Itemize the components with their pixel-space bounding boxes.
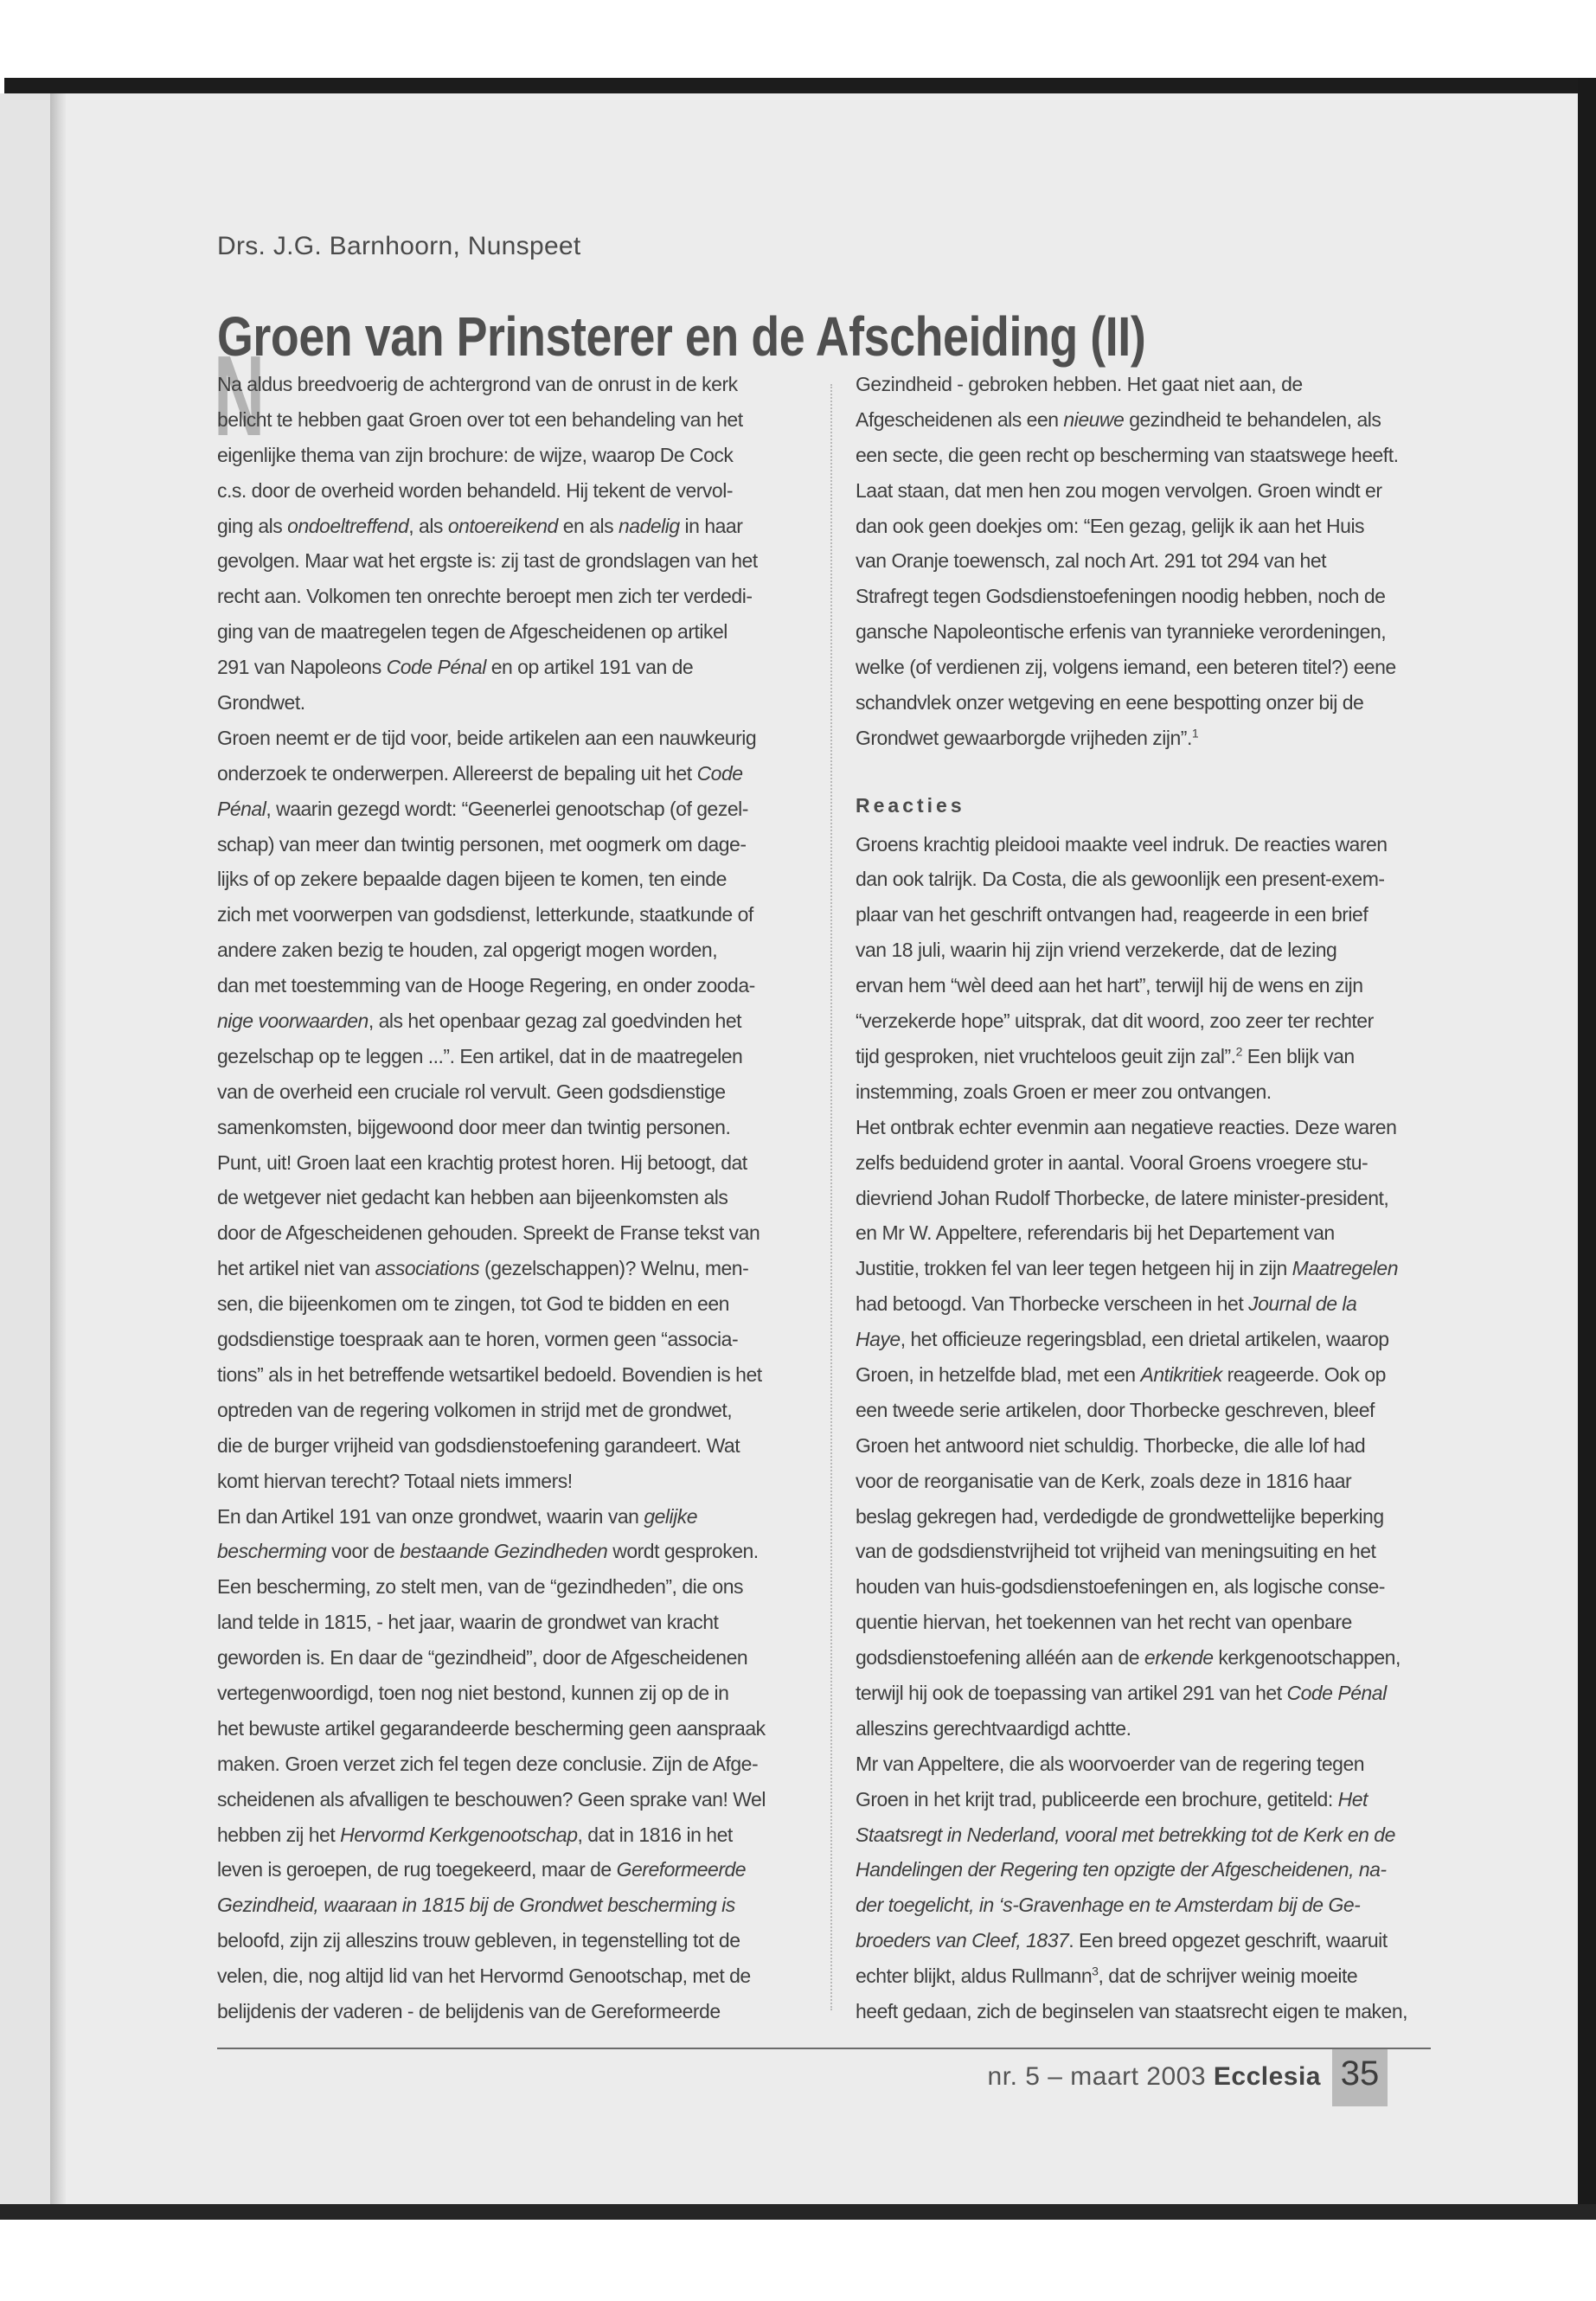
- text-run: Na aldus breedvoerig de achtergrond van de onrust in de kerk: [217, 373, 738, 395]
- text-line: [856, 1923, 1444, 1958]
- text-line: [217, 1322, 805, 1357]
- spine-shadow: [50, 93, 66, 2204]
- text-run: Grondwet.: [217, 691, 305, 715]
- text-run: sen, die bijeenkomen om te zingen, tot God te bidden en een: [217, 1292, 729, 1316]
- text-line: [856, 1393, 1444, 1428]
- text-line: [856, 685, 1444, 721]
- text-run: En dan Artikel 191 van onze grondwet, waarin van: [217, 1504, 644, 1528]
- italic-text: Gereformeerde: [616, 1858, 747, 1881]
- text-line: [217, 1464, 805, 1499]
- text-run: tijd gesproken, niet vruchteloos geuit zijn zal”.: [856, 1044, 1236, 1067]
- drop-cap: N: [214, 332, 266, 459]
- footer-issue-info: [988, 2062, 1321, 2092]
- text-run: recht aan. Volkomen ten onrechte beroept men zich ter verdedi-: [217, 585, 753, 608]
- text-line: [856, 1747, 1444, 1782]
- text-run: in haar: [679, 514, 743, 537]
- text-run: en Mr W. Appeltere, referendaris bij het Departement van: [856, 1221, 1335, 1245]
- text-line: [217, 1286, 805, 1322]
- text-line: [856, 827, 1444, 862]
- text-line: [217, 1251, 805, 1286]
- text-run: reageerde. Ook op: [1221, 1362, 1386, 1386]
- text-run: van de godsdienstvrijheid tot vrijheid van meningsuiting en het: [856, 1540, 1376, 1563]
- italic-text: Gezindheid, waaraan in 1815 bij de Grondwet bescherming is: [217, 1894, 735, 1917]
- italic-text: nige voorwaarden: [217, 1009, 369, 1033]
- text-line: [856, 1215, 1444, 1251]
- text-run: samenkomsten, bijgewoond door meer dan twintig personen.: [217, 1115, 731, 1138]
- italic-text: Staatsregt in Nederland, vooral met betrekking tot de Kerk en de: [856, 1823, 1395, 1846]
- text-line: [217, 933, 805, 968]
- text-run: scheidenen als afvalligen te beschouwen? Geen sprake van! Wel: [217, 1787, 766, 1811]
- text-line: [217, 438, 805, 473]
- text-line: [856, 1145, 1444, 1181]
- text-line: [856, 1569, 1444, 1605]
- text-run: tions” als in het betreffende wetsartikel bedoeld. Bovendien is het: [217, 1362, 762, 1386]
- italic-text: bestaande Gezindheden: [400, 1540, 608, 1563]
- text-column-right: [856, 367, 1444, 2029]
- text-line: [856, 1711, 1444, 1747]
- text-run: quentie hiervan, het toekennen van het recht van openbare: [856, 1611, 1352, 1634]
- text-line: [217, 1640, 805, 1676]
- text-run: Groen neemt er de tijd voor, beide artikelen aan een nauwkeurig: [217, 726, 757, 749]
- magazine-name: Ecclesia: [1213, 2062, 1321, 2091]
- italic-text: bescherming: [217, 1540, 327, 1563]
- text-line: [856, 509, 1444, 544]
- text-line: [856, 1251, 1444, 1286]
- text-line: [217, 1215, 805, 1251]
- text-line: [856, 1322, 1444, 1357]
- text-line: [217, 1888, 805, 1923]
- text-line: [217, 1711, 805, 1747]
- text-run: het bewuste artikel gegarandeerde bescherming geen aanspraak: [217, 1716, 766, 1740]
- italic-text: ondoeltreffend: [287, 514, 409, 537]
- page-number: 35: [1340, 2054, 1380, 2093]
- footnote-marker: 2: [1235, 1044, 1242, 1059]
- text-line: [856, 1110, 1444, 1145]
- italic-text: erkende: [1144, 1646, 1214, 1670]
- text-run: optreden van de regering volkomen in strijd met de grondwet,: [217, 1398, 733, 1421]
- text-line: [217, 1428, 805, 1464]
- text-line: [217, 685, 805, 721]
- text-line: [856, 933, 1444, 968]
- text-run: , dat in 1816 in het: [577, 1823, 733, 1846]
- text-run: die de burger vrijheid van godsdienstoefening garandeert. Wat: [217, 1433, 740, 1457]
- scan-border-top: [4, 78, 1596, 93]
- text-line: [856, 1782, 1444, 1817]
- text-run: belicht te hebben gaat Groen over tot een behandeling van het: [217, 407, 743, 431]
- text-line: [217, 1110, 805, 1145]
- italic-text: Code Pénal: [386, 656, 486, 679]
- text-run: van de overheid een cruciale rol vervult. Geen godsdienstige: [217, 1080, 726, 1103]
- text-line: [217, 1003, 805, 1039]
- text-line: [217, 827, 805, 862]
- text-run: hebben zij het: [217, 1823, 341, 1846]
- text-run: Justitie, trokken fel van leer tegen hetgeen hij in zijn: [856, 1257, 1292, 1280]
- text-run: van 18 juli, waarin hij zijn vriend verzekerde, dat de lezing: [856, 939, 1337, 962]
- italic-text: Het: [1337, 1787, 1368, 1811]
- column-divider: [830, 384, 832, 2010]
- text-run: Een blijk van: [1241, 1044, 1355, 1067]
- text-line: [217, 721, 805, 756]
- text-line: [217, 1958, 805, 1994]
- text-line: [856, 1181, 1444, 1216]
- text-line: [217, 1074, 805, 1110]
- text-run: Punt, uit! Groen laat een krachtig protest horen. Hij betoogt, dat: [217, 1150, 747, 1174]
- text-line: [217, 473, 805, 509]
- text-line: [856, 1640, 1444, 1676]
- text-run: houden van huis-godsdienstoefeningen en, als logische conse-: [856, 1575, 1385, 1599]
- text-line: [856, 579, 1444, 614]
- scan-border-bottom: [0, 2204, 1596, 2220]
- footnote-marker: 3: [1092, 1964, 1099, 1978]
- text-run: heeft gedaan, zich de beginselen van staatsrecht eigen te maken,: [856, 1999, 1408, 2022]
- text-line: [217, 1393, 805, 1428]
- text-line: [217, 756, 805, 792]
- italic-text: Hervormd Kerkgenootschap: [340, 1823, 578, 1846]
- italic-text: gelijke: [644, 1504, 698, 1528]
- text-run: een tweede serie artikelen, door Thorbecke geschreven, bleef: [856, 1398, 1375, 1421]
- italic-text: Journal de la: [1248, 1292, 1357, 1316]
- text-run: andere zaken bezig te houden, zal opgerigt mogen worden,: [217, 939, 718, 962]
- text-run: godsdienstige toespraak aan te horen, vormen geen “associa-: [217, 1328, 739, 1351]
- text-line: [856, 1676, 1444, 1711]
- text-run: beloofd, zijn zij alleszins trouw gebleven, in tegenstelling tot de: [217, 1929, 740, 1952]
- text-line: [217, 1747, 805, 1782]
- text-line: [856, 473, 1444, 509]
- text-line: [856, 897, 1444, 933]
- article-title: Groen van Prinsterer en de Afscheiding (II): [217, 305, 1146, 368]
- text-line: [217, 1605, 805, 1640]
- text-run: Groen het antwoord niet schuldig. Thorbecke, die alle lof had: [856, 1433, 1366, 1457]
- text-run: de wetgever niet gedacht kan hebben aan bijeenkomsten als: [217, 1186, 728, 1209]
- text-line: [856, 1888, 1444, 1923]
- text-run: , als: [408, 514, 448, 537]
- text-run: Groen, in hetzelfde blad, met een: [856, 1362, 1141, 1386]
- text-run: Het ontbrak echter evenmin aan negatieve reacties. Deze waren: [856, 1115, 1397, 1138]
- text-line: [856, 1464, 1444, 1499]
- text-run: dievriend Johan Rudolf Thorbecke, de latere minister-president,: [856, 1186, 1389, 1209]
- text-line: [856, 1039, 1444, 1074]
- text-line: [217, 1499, 805, 1535]
- text-line: [856, 1286, 1444, 1322]
- text-line: [217, 543, 805, 579]
- text-run: gezindheid te behandelen, als: [1124, 407, 1381, 431]
- book-spine: [0, 93, 50, 2204]
- text-run: instemming, zoals Groen er meer zou ontvangen.: [856, 1080, 1272, 1103]
- text-line: [217, 367, 805, 402]
- text-run: Groens krachtig pleidooi maakte veel indruk. De reacties waren: [856, 832, 1388, 856]
- text-run: c.s. door de overheid worden behandeld. Hij tekent de vervol-: [217, 478, 733, 502]
- footnote-marker: 1: [1191, 726, 1199, 740]
- text-line: [856, 1499, 1444, 1535]
- text-run: maken. Groen verzet zich fel tegen deze conclusie. Zijn de Afge-: [217, 1752, 759, 1775]
- text-run: onderzoek te onderwerpen. Allereerst de bepaling uit het: [217, 761, 697, 785]
- text-run: gevolgen. Maar wat het ergste is: zij tast de grondslagen van het: [217, 549, 758, 573]
- text-run: , het officieuze regeringsblad, een drietal artikelen, waarop: [900, 1328, 1389, 1351]
- text-run: , dat de schrijver weinig moeite: [1098, 1965, 1358, 1988]
- text-run: wordt gesproken.: [607, 1540, 759, 1563]
- text-line: [217, 1534, 805, 1569]
- text-run: , waarin gezegd wordt: “Geenerlei genootschap (of gezel-: [266, 797, 748, 820]
- italic-text: nadelig: [618, 514, 680, 537]
- text-line: [856, 862, 1444, 897]
- text-run: Grondwet gewaarborgde vrijheden zijn”.: [856, 726, 1192, 749]
- text-run: en op artikel 191 van de: [485, 656, 694, 679]
- text-line: [217, 1782, 805, 1817]
- text-line: [856, 543, 1444, 579]
- text-run: komt hiervan terecht? Totaal niets immers!: [217, 1469, 573, 1492]
- text-line: [217, 1180, 805, 1215]
- text-run: dan ook talrijk. Da Costa, die als gewoonlijk een present-exem-: [856, 868, 1385, 891]
- section-spacer: [856, 756, 1444, 785]
- text-line: [217, 1817, 805, 1853]
- issue-date: nr. 5 – maart 2003: [987, 2062, 1207, 2091]
- text-line: [856, 1605, 1444, 1640]
- italic-text: Pénal: [217, 797, 266, 820]
- text-run: . Een breed opgezet geschrift, waaruit: [1068, 1929, 1388, 1952]
- text-run: welke (of verdienen zij, volgens iemand, een beteren titel?) eene: [856, 656, 1396, 679]
- text-run: lijks of op zekere bepaalde dagen bijeen te komen, ten einde: [217, 868, 727, 891]
- italic-text: broeders van Cleef, 1837: [856, 1929, 1069, 1952]
- text-line: [856, 1074, 1444, 1110]
- text-run: ging van de maatregelen tegen de Afgescheidenen op artikel: [217, 620, 727, 644]
- text-run: beslag gekregen had, verdedigde de grondwettelijke beperking: [856, 1504, 1384, 1528]
- scan-border-right: [1578, 78, 1596, 2220]
- text-line: [856, 367, 1444, 402]
- text-run: schap) van meer dan twintig personen, met oogmerk om dage-: [217, 832, 747, 856]
- text-line: [217, 1569, 805, 1605]
- text-run: zelfs beduidend groter in aantal. Vooral Groens vroegere stu-: [856, 1150, 1368, 1174]
- text-line: [217, 579, 805, 614]
- text-run: echter blijkt, aldus Rullmann: [856, 1965, 1093, 1988]
- text-run: vertegenwoordigd, toen nog niet bestond, kunnen zij op de in: [217, 1681, 729, 1704]
- text-line: [856, 1994, 1444, 2029]
- text-run: schandvlek onzer wetgeving en eene bespotting onzer bij de: [856, 691, 1364, 715]
- text-column-left: [217, 367, 805, 2029]
- text-run: belijdenis der vaderen - de belijdenis van de Gereformeerde: [217, 1999, 721, 2022]
- text-run: het artikel niet van: [217, 1257, 375, 1280]
- text-line: [217, 1145, 805, 1181]
- text-line: [217, 1039, 805, 1074]
- text-run: en als: [557, 514, 619, 537]
- text-line: [856, 1817, 1444, 1853]
- text-line: [856, 1852, 1444, 1888]
- text-run: ging als: [217, 514, 288, 537]
- text-run: gansche Napoleontische erfenis van tyrannieke verordeningen,: [856, 620, 1387, 644]
- text-run: voor de reorganisatie van de Kerk, zoals deze in 1816 haar: [856, 1469, 1352, 1492]
- text-line: [217, 1357, 805, 1393]
- text-run: zich met voorwerpen van godsdienst, letterkunde, staatkunde of: [217, 903, 753, 926]
- text-run: een secte, die geen recht op bescherming van staatswege heeft.: [856, 443, 1399, 466]
- text-line: [217, 1923, 805, 1958]
- text-line: [856, 402, 1444, 438]
- footer-rule: [217, 2048, 1431, 2049]
- text-line: [217, 650, 805, 685]
- text-line: [856, 1428, 1444, 1464]
- text-run: Strafregt tegen Godsdienstoefeningen noodig hebben, noch de: [856, 585, 1386, 608]
- text-line: [217, 509, 805, 544]
- text-run: dan met toestemming van de Hooge Regering, en onder zooda-: [217, 974, 755, 997]
- text-run: (gezelschappen)? Welnu, men-: [479, 1257, 749, 1280]
- text-run: kerkgenootschappen,: [1213, 1646, 1401, 1670]
- text-line: [217, 1676, 805, 1711]
- text-run: dan ook geen doekjes om: “Een gezag, gelijk ik aan het Huis: [856, 514, 1365, 537]
- text-line: [217, 897, 805, 933]
- text-line: [856, 438, 1444, 473]
- text-run: velen, die, nog altijd lid van het Hervormd Genootschap, met de: [217, 1965, 751, 1988]
- text-line: [856, 1003, 1444, 1039]
- italic-text: Handelingen der Regering ten opzigte der Afgescheidenen, na-: [856, 1858, 1387, 1881]
- italic-text: Antikritiek: [1140, 1362, 1222, 1386]
- text-run: plaar van het geschrift ontvangen had, reageerde in een brief: [856, 903, 1368, 926]
- text-run: Laat staan, dat men hen zou mogen vervolgen. Groen windt er: [856, 478, 1382, 502]
- text-line: [856, 1357, 1444, 1393]
- text-line: [856, 614, 1444, 650]
- text-run: Afgescheidenen als een: [856, 407, 1064, 431]
- italic-text: Code Pénal: [1286, 1681, 1387, 1704]
- text-line: [856, 968, 1444, 1003]
- text-line: [856, 1534, 1444, 1569]
- text-run: had betoogd. Van Thorbecke verscheen in het: [856, 1292, 1249, 1316]
- text-line: [217, 614, 805, 650]
- text-run: land telde in 1815, - het jaar, waarin de grondwet van kracht: [217, 1611, 719, 1634]
- text-line: [856, 650, 1444, 685]
- text-run: door de Afgescheidenen gehouden. Spreekt de Franse tekst van: [217, 1221, 760, 1245]
- section-heading: Reacties: [856, 793, 965, 817]
- italic-text: associations: [375, 1257, 480, 1280]
- text-run: leven is geroepen, de rug toegekeerd, maar de: [217, 1858, 617, 1881]
- text-run: “verzekerde hope” uitsprak, dat dit woord, zoo zeer ter rechter: [856, 1009, 1374, 1033]
- text-line: [217, 402, 805, 438]
- text-run: Mr van Appeltere, die als woorvoerder van de regering tegen: [856, 1752, 1365, 1775]
- text-run: Gezindheid - gebroken hebben. Het gaat niet aan, de: [856, 373, 1303, 395]
- text-run: 291 van Napoleons: [217, 656, 387, 679]
- italic-text: Haye: [856, 1328, 901, 1351]
- italic-text: ontoereikend: [447, 514, 558, 537]
- text-run: Groen in het krijt trad, publiceerde een brochure, getiteld:: [856, 1787, 1338, 1811]
- italic-text: nieuwe: [1063, 407, 1125, 431]
- italic-text: Code: [696, 761, 743, 785]
- text-line: [217, 1994, 805, 2029]
- text-line: [217, 968, 805, 1003]
- text-run: van Oranje toewensch, zal noch Art. 291 tot 294 van het: [856, 549, 1327, 573]
- text-run: godsdienstoefening alléén aan de: [856, 1646, 1144, 1670]
- article-author: Drs. J.G. Barnhoorn, Nunspeet: [217, 232, 581, 260]
- text-run: eigenlijke thema van zijn brochure: de wijze, waarop De Cock: [217, 443, 734, 466]
- text-line: [217, 792, 805, 827]
- text-run: terwijl hij ook de toepassing van artikel 291 van het: [856, 1681, 1287, 1704]
- italic-text: der toegelicht, in ‘s-Gravenhage en te Amsterdam bij de Ge-: [856, 1894, 1361, 1917]
- text-line: [856, 1958, 1444, 1994]
- page-number-box: [1332, 2049, 1388, 2106]
- italic-text: Maatregelen: [1292, 1257, 1399, 1280]
- text-run: alleszins gerechtvaardigd achtte.: [856, 1716, 1131, 1740]
- text-run: geworden is. En daar de “gezindheid”, door de Afgescheidenen: [217, 1646, 748, 1670]
- text-run: ervan hem “wèl deed aan het hart”, terwijl hij de wens en zijn: [856, 974, 1363, 997]
- text-run: voor de: [326, 1540, 401, 1563]
- text-run: gezelschap op te leggen ...”. Een artikel, dat in de maatregelen: [217, 1044, 743, 1067]
- text-line: [217, 1852, 805, 1888]
- text-run: , als het openbaar gezag zal goedvinden het: [368, 1009, 742, 1033]
- text-line: [217, 862, 805, 897]
- text-run: Een bescherming, zo stelt men, van de “gezindheden”, die ons: [217, 1575, 743, 1599]
- text-line: [856, 721, 1444, 756]
